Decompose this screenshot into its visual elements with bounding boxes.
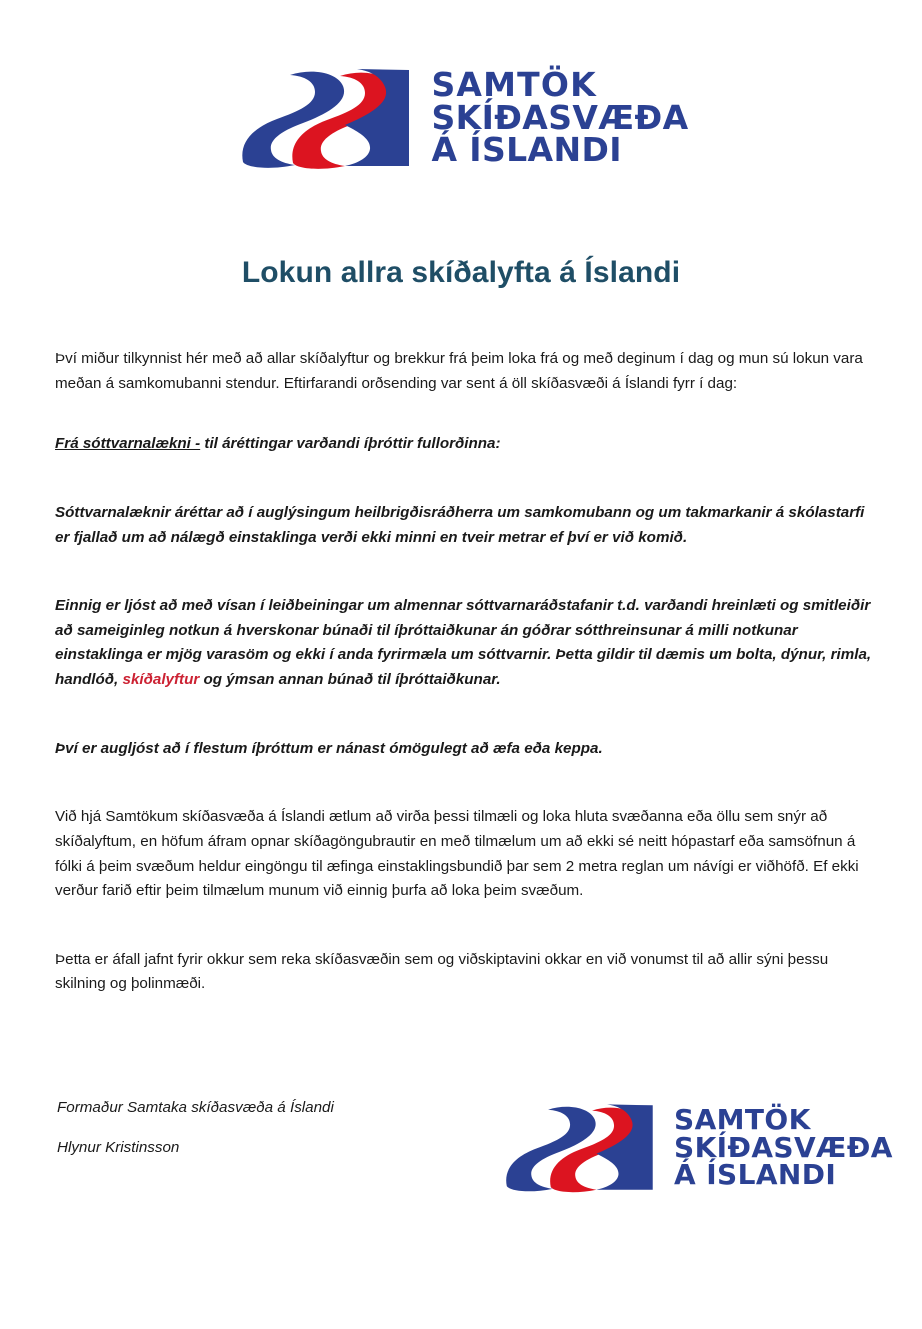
- signature-role: Formaður Samtaka skíðasvæða á Íslandi: [57, 1099, 334, 1116]
- closing-paragraph: Þetta er áfall jafnt fyrir okkur sem reka skíðasvæðin sem og viðskiptavini okkar en við vonumst til að allir sýni þessu skilning og þolinmæði.: [55, 950, 829, 993]
- document-body: [55, 347, 875, 1023]
- intro-paragraph: Því miður tilkynnist hér með að allar skíðalyftur og brekkur frá þeim loka frá og með deginum í dag og mun sú lokun vara meðan á samkomubanni stendur. Eftirfarandi orðsending var sent á öll skíðasvæði á Íslandi fyrr í dag:: [55, 350, 863, 392]
- logo-line-3-footer: Á ÍSLANDI: [674, 1158, 837, 1192]
- response-paragraph: Við hjá Samtökum skíðasvæða á Íslandi ætlum að virða þessi tilmæli og loka hluta svæðanna eða öllu sem snýr að skíðalyftum, en höfum áfram opnar skíðagöngubrautir en með tilmælum um að ekki sé neitt hópastarf eða samsöfnun á fólki á þeim svæðum heldur eingöngu til æfinga einstaklingsbundið þar sem 2 metra reglan um návígi er viðhöfð. Ef ekki verður farið eftir þeim tilmælum munum við einnig þurfa að loka þeim svæðum.: [55, 808, 859, 900]
- signature-name: Hlynur Kristinsson: [57, 1139, 180, 1157]
- quote-paragraph-3: Því er augljóst að í flestum íþróttum er nánast ómögulegt að æfa eða keppa.: [55, 739, 603, 757]
- ssi-logo: [233, 62, 688, 174]
- quote2-text-before: Einnig er ljóst að með vísan í leiðbeiningar um almennar sóttvarnaráðstafanir t.d. varðandi hreinlæti og smitleiðir að sameiginleg notkun á hverskonar búnaði til íþróttaiðkunar án góðrar sótthreinsunar á milli notkunar einstaklinga er mjög varasöm og ekki í anda fyrirmæla um sóttvarnir. Þetta gildir til dæmis um bolta, dýnur, rimla, handlóð,: [55, 597, 872, 688]
- ssi-swoosh-icon-footer: [498, 1098, 658, 1197]
- header-logo: [0, 62, 922, 174]
- ssi-logo-wordmark: [431, 65, 689, 170]
- ssi-logo-wordmark-footer: [674, 1102, 893, 1192]
- source-heading-rest: til áréttingar varðandi íþróttir fullorðinna:: [200, 435, 501, 453]
- source-heading: [55, 432, 875, 457]
- logo-line-2-footer: SKÍÐASVÆÐA: [674, 1130, 893, 1164]
- source-heading-underlined: Frá sóttvarnalækni -: [55, 435, 201, 453]
- footer-logo: [498, 1098, 893, 1197]
- quote2-highlight-skidalyftur: skíðalyftur: [122, 671, 200, 688]
- quote-paragraph-2: [55, 594, 875, 693]
- logo-line-1-footer: SAMTÖK: [674, 1102, 811, 1136]
- page-title: Lokun allra skíðalyfta á Íslandi: [241, 256, 681, 290]
- ssi-swoosh-icon: [233, 62, 415, 174]
- logo-line-3: Á ÍSLANDI: [431, 130, 622, 170]
- logo-line-2: SKÍÐASVÆÐA: [431, 97, 689, 137]
- quote2-text-after: og ýmsan annan búnað til íþróttaiðkunar.: [199, 671, 501, 688]
- quote-paragraph-1: Sóttvarnalæknir áréttar að í auglýsingum heilbrigðisráðherra um samkomubann og um takmarkanir á skólastarfi er fjallað um að nálægð einstaklinga verði ekki minni en tveir metrar ef því er við komið.: [55, 503, 865, 546]
- ssi-logo-footer: [498, 1098, 893, 1197]
- logo-line-1: SAMTÖK: [431, 65, 597, 105]
- signature-block: [57, 1096, 334, 1161]
